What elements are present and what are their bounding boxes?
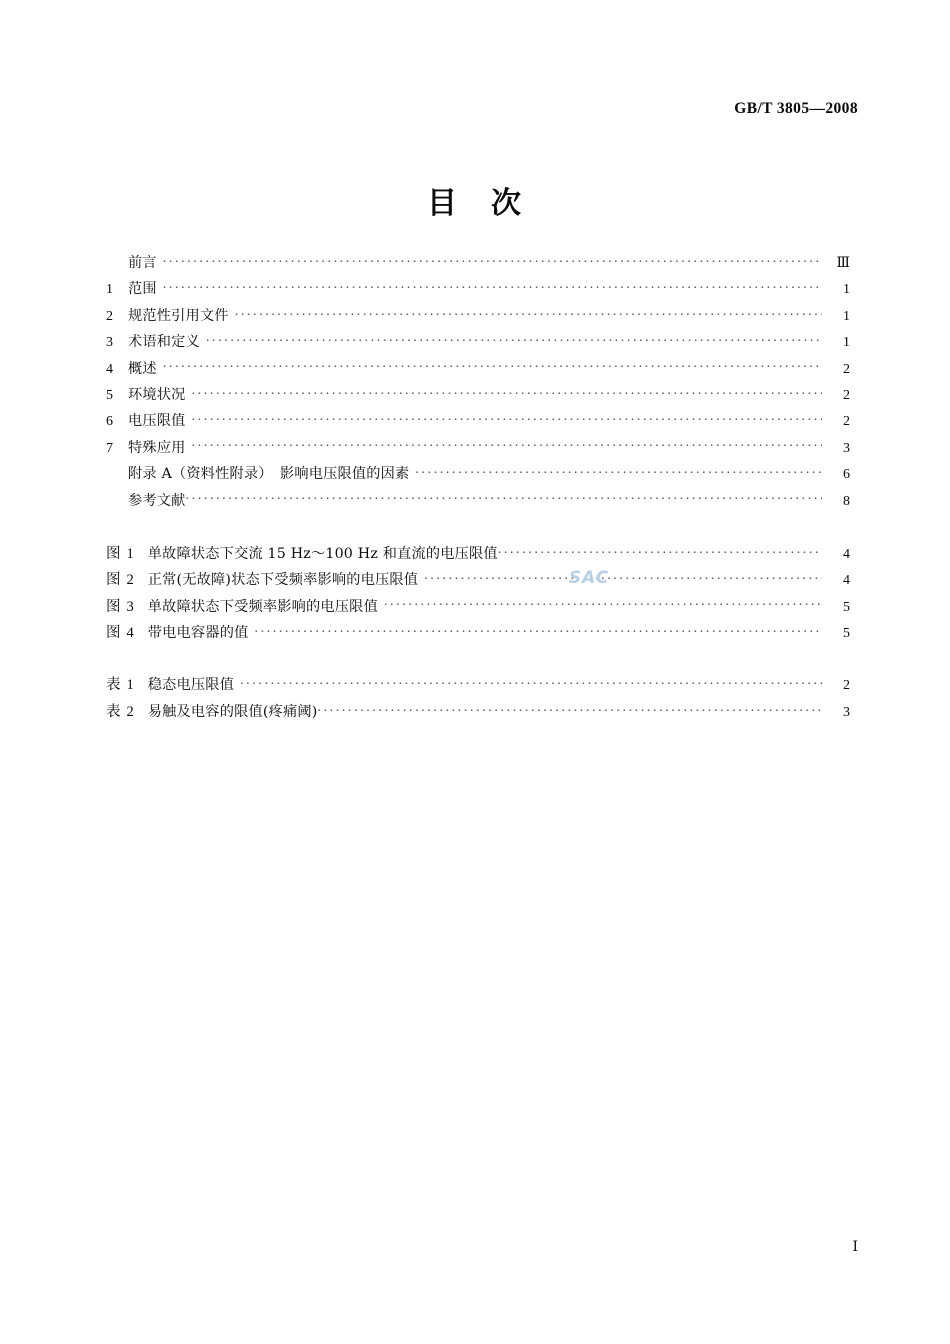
- toc-entry-section[interactable]: [106, 252, 850, 278]
- toc-entry-figure[interactable]: [106, 595, 850, 621]
- toc-entry-label: [106, 621, 134, 642]
- toc-entry-number: 5: [106, 387, 113, 403]
- toc-entry-page-number: 2: [843, 414, 850, 430]
- toc-entry-page-number: 3: [843, 704, 850, 720]
- toc-entry-title: 单故障状态下受频率影响的电压限值: [147, 598, 378, 615]
- toc-entry-label-text: 图: [106, 625, 121, 642]
- toc-entry-page-number: 6: [843, 467, 850, 483]
- page-number-folio: Ⅰ: [852, 1240, 858, 1255]
- toc-entry-label-number: 4: [126, 625, 134, 642]
- table-of-contents: [106, 252, 850, 726]
- toc-dot-leader: [163, 358, 822, 373]
- toc-entry-page-number: 2: [843, 678, 850, 694]
- toc-dot-leader: [206, 332, 822, 347]
- toc-entry-number: 7: [106, 440, 113, 456]
- toc-entry-number: 1: [106, 282, 113, 298]
- toc-entry-page-number: 4: [843, 546, 850, 562]
- toc-dot-leader: [424, 570, 822, 585]
- toc-entry-title: 规范性引用文件: [128, 307, 229, 324]
- toc-entry-page-number: 1: [843, 335, 850, 351]
- toc-entry-page-number: 5: [843, 599, 850, 615]
- toc-entry-label: [106, 595, 134, 616]
- toc-entry-label-text: 表: [106, 703, 121, 720]
- toc-dot-leader: [192, 437, 822, 452]
- toc-entry-section[interactable]: [106, 463, 850, 489]
- toc-entry-section[interactable]: [106, 437, 850, 463]
- toc-entry-label-number: 2: [126, 703, 134, 720]
- toc-entry-title: 前言: [128, 255, 157, 271]
- toc-dot-leader: [254, 623, 822, 638]
- toc-entry-label: [106, 568, 134, 589]
- toc-dot-leader: [317, 701, 822, 716]
- toc-entry-title: 附录 A（资料性附录） 影响电压限值的因素: [128, 466, 410, 483]
- toc-entry-label-text: 图: [106, 598, 121, 615]
- toc-entry-label-text: 图: [106, 572, 121, 589]
- toc-entry-page-number: 4: [843, 573, 850, 589]
- toc-entry-section[interactable]: [106, 358, 850, 384]
- toc-dot-leader: [235, 305, 822, 320]
- toc-entry-table[interactable]: [106, 700, 850, 726]
- toc-entry-title: 环境状况: [128, 386, 186, 403]
- toc-entry-label-number: 1: [126, 545, 134, 562]
- toc-entry-number: 6: [106, 414, 113, 430]
- toc-entry-figure[interactable]: [106, 542, 850, 568]
- toc-dot-leader: [192, 411, 822, 426]
- toc-entry-figure[interactable]: [106, 568, 850, 594]
- toc-entry-page-number: 2: [843, 387, 850, 403]
- toc-entry-page-number: 3: [843, 440, 850, 456]
- toc-dot-leader: [498, 543, 822, 558]
- toc-entry-figure[interactable]: [106, 621, 850, 647]
- toc-entry-page-number: 5: [843, 626, 850, 642]
- toc-entry-number: 3: [106, 335, 113, 351]
- toc-entry-page-number: 8: [843, 493, 850, 509]
- standard-number-header: GB/T 3805—2008: [734, 100, 858, 117]
- toc-entry-number: 4: [106, 361, 113, 377]
- toc-entry-table[interactable]: [106, 673, 850, 699]
- toc-entry-number: 2: [106, 308, 113, 324]
- toc-entry-label: [106, 700, 134, 721]
- toc-entry-title: 带电电容器的值: [147, 625, 249, 642]
- toc-dot-leader: [163, 279, 822, 294]
- toc-entry-page-number: 2: [843, 361, 850, 377]
- toc-entry-section[interactable]: [106, 278, 850, 304]
- toc-entry-title: 易触及电容的限值(疼痛阈): [147, 703, 318, 720]
- toc-dot-leader: [192, 384, 822, 399]
- toc-entry-label-number: 2: [126, 572, 134, 589]
- toc-entry-section[interactable]: [106, 331, 850, 357]
- toc-dot-leader: [186, 490, 822, 505]
- toc-entry-title: 术语和定义: [128, 334, 200, 351]
- toc-entry-section[interactable]: [106, 305, 850, 331]
- toc-table-list: [106, 673, 850, 726]
- toc-entry-page-number: Ⅲ: [836, 256, 850, 271]
- toc-entry-title: 正常(无故障)状态下受频率影响的电压限值: [147, 572, 419, 589]
- toc-entry-title: 单故障状态下交流 15 Hz～100 Hz 和直流的电压限值: [147, 545, 498, 562]
- page-title: 目 次: [427, 186, 523, 221]
- toc-entry-section[interactable]: [106, 490, 850, 516]
- toc-dot-leader: [384, 596, 822, 611]
- toc-entry-title: 参考文献: [128, 492, 186, 509]
- toc-figure-list: [106, 542, 850, 648]
- toc-entry-label-text: 图: [106, 545, 121, 562]
- toc-entry-label-number: 3: [126, 598, 134, 615]
- toc-entry-label-number: 1: [126, 677, 134, 694]
- toc-entry-label: [106, 542, 134, 563]
- toc-entry-label-text: 表: [106, 677, 121, 694]
- toc-entry-section[interactable]: [106, 410, 850, 436]
- toc-entry-title: 稳态电压限值: [147, 677, 235, 694]
- toc-dot-leader: [163, 253, 822, 268]
- toc-entry-title: 概述: [128, 360, 157, 377]
- toc-dot-leader: [240, 675, 822, 690]
- toc-entry-section[interactable]: [106, 384, 850, 410]
- toc-entry-title: 特殊应用: [128, 439, 186, 456]
- toc-entry-label: [106, 673, 134, 694]
- toc-dot-leader: [415, 464, 822, 479]
- sac-watermark: SAC: [568, 568, 610, 588]
- toc-section-list: [106, 252, 850, 516]
- toc-entry-title: 范围: [128, 281, 157, 298]
- toc-entry-page-number: 1: [843, 308, 850, 324]
- toc-entry-page-number: 1: [843, 282, 850, 298]
- toc-entry-title: 电压限值: [128, 413, 186, 430]
